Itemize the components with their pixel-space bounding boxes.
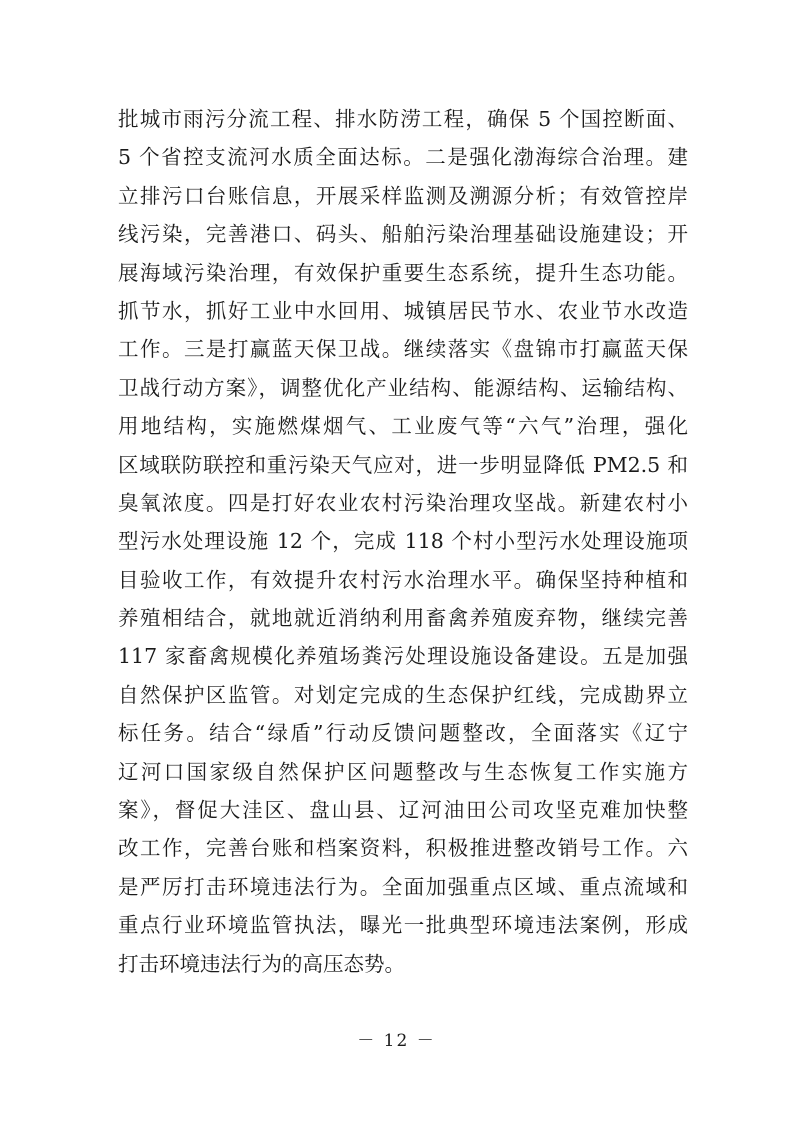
text-line: 线污染，完善港口、码头、船舶污染治理基础设施建设；开: [118, 222, 688, 247]
text-line: 批城市雨污分流工程、排水防涝工程，确保 5 个国控断面、: [118, 107, 688, 131]
text-line: 养殖相结合，就地就近消纳利用畜禽养殖废弃物，继续完善: [118, 606, 688, 631]
text-line: 辽河口国家级自然保护区问题整改与生态恢复工作实施方: [118, 759, 688, 784]
text-line: 展海域污染治理，有效保护重要生态系统，提升生态功能。: [118, 260, 688, 285]
page-number: － 12 －: [357, 1031, 436, 1051]
text-line: 标任务。结合“绿盾”行动反馈问题整改，全面落实《辽宁: [118, 721, 688, 746]
text-line: 改工作，完善台账和档案资料，积极推进整改销号工作。六: [118, 836, 688, 861]
text-line: 是严厉打击环境违法行为。全面加强重点区域、重点流域和: [118, 874, 688, 899]
text-line: 立排污口台账信息，开展采样监测及溯源分析；有效管控岸: [118, 183, 688, 208]
text-line: 重点行业环境监管执法，曝光一批典型环境违法案例，形成: [118, 913, 688, 938]
text-line: 案》，督促大洼区、盘山县、辽河油田公司攻坚克难加快整: [118, 798, 688, 823]
text-line: 用地结构，实施燃煤烟气、工业废气等“六气”治理，强化: [118, 414, 688, 439]
text-line: 工作。三是打赢蓝天保卫战。继续落实《盘锦市打赢蓝天保: [118, 337, 688, 362]
text-line: 117 家畜禽规模化养殖场粪污处理设施设备建设。五是加强: [118, 644, 688, 669]
text-line: 目验收工作，有效提升农村污水治理水平。确保坚持种植和: [118, 567, 688, 592]
text-line: 臭氧浓度。四是打好农业农村污染治理攻坚战。新建农村小: [118, 490, 688, 515]
text-line: 5 个省控支流河水质全面达标。二是强化渤海综合治理。建: [118, 145, 688, 170]
text-line: 区域联防联控和重污染天气应对，进一步明显降低 PM2.5 和: [118, 452, 688, 477]
text-line: 型污水处理设施 12 个，完成 118 个村小型污水处理设施项: [118, 529, 688, 554]
body-text: [118, 100, 688, 983]
text-line: 抓节水，抓好工业中水回用、城镇居民节水、农业节水改造: [118, 298, 688, 323]
text-line: 卫战行动方案》，调整优化产业结构、能源结构、运输结构、: [118, 375, 688, 400]
text-line: 自然保护区监管。对划定完成的生态保护红线，完成勘界立: [118, 682, 688, 707]
text-line-last: 打击环境违法行为的高压态势。: [118, 951, 405, 976]
